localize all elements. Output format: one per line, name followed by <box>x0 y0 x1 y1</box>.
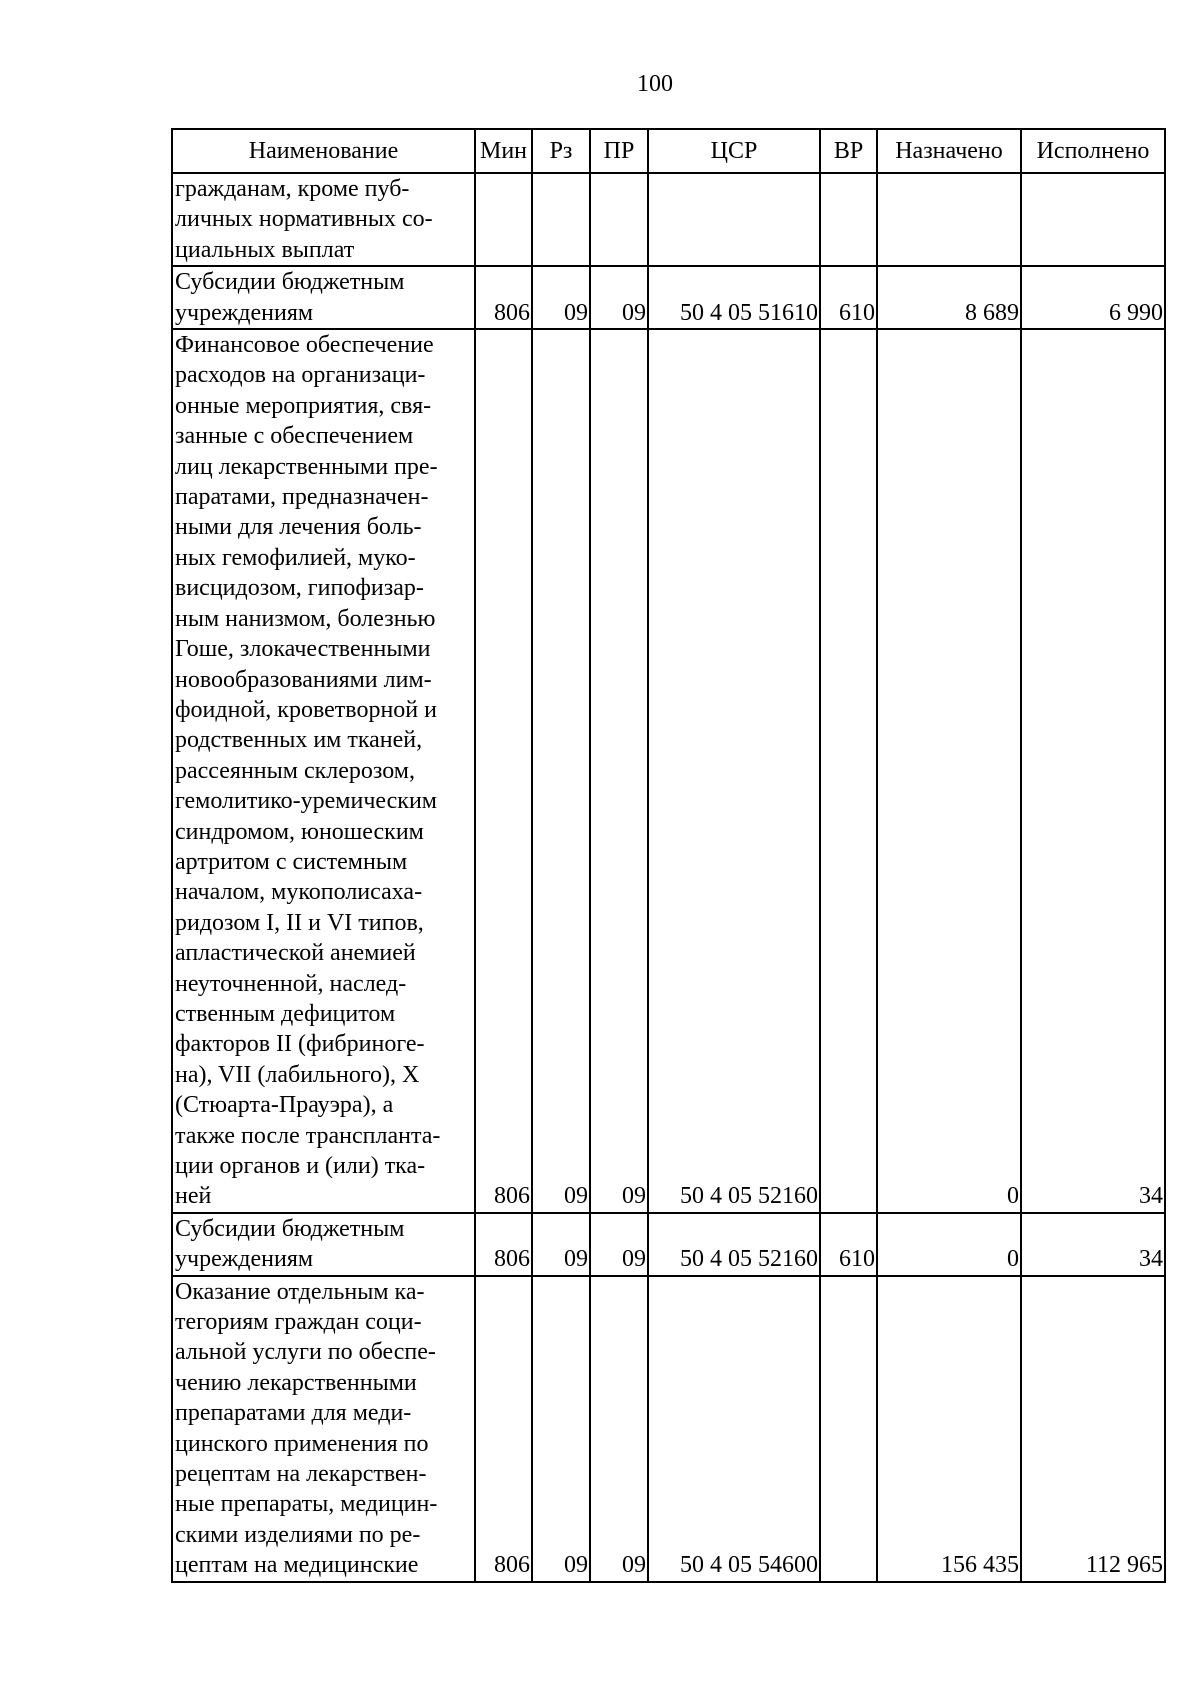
row-assigned: 156 435 <box>877 1276 1021 1582</box>
row-csr <box>648 173 820 266</box>
row-csr: 50 4 05 51610 <box>648 266 820 329</box>
row-min: 806 <box>475 1213 532 1276</box>
table-row <box>172 1213 1165 1276</box>
row-csr: 50 4 05 54600 <box>648 1276 820 1582</box>
table-header-row <box>172 129 1165 173</box>
row-rz <box>532 173 590 266</box>
header-min: Мин <box>475 129 532 173</box>
header-assigned: Назначено <box>877 129 1021 173</box>
row-rz: 09 <box>532 266 590 329</box>
table-row <box>172 173 1165 266</box>
row-executed: 112 965 <box>1021 1276 1165 1582</box>
header-vr: ВР <box>820 129 877 173</box>
table-row <box>172 1276 1165 1582</box>
row-csr: 50 4 05 52160 <box>648 329 820 1213</box>
row-assigned: 8 689 <box>877 266 1021 329</box>
row-vr <box>820 173 877 266</box>
page-number: 100 <box>637 71 673 97</box>
row-vr <box>820 329 877 1213</box>
header-csr: ЦСР <box>648 129 820 173</box>
row-min: 806 <box>475 1276 532 1582</box>
row-min: 806 <box>475 329 532 1213</box>
row-rz: 09 <box>532 329 590 1213</box>
row-pr <box>590 173 648 266</box>
row-assigned <box>877 173 1021 266</box>
header-rz: Рз <box>532 129 590 173</box>
row-vr: 610 <box>820 1213 877 1276</box>
row-pr: 09 <box>590 1213 648 1276</box>
row-pr: 09 <box>590 329 648 1213</box>
header-pr: ПР <box>590 129 648 173</box>
row-executed: 34 <box>1021 1213 1165 1276</box>
row-executed <box>1021 173 1165 266</box>
header-name: Наименование <box>172 129 475 173</box>
row-name: гражданам, кроме пуб- личных нормативных со- циальных выплат <box>172 173 475 266</box>
row-assigned: 0 <box>877 329 1021 1213</box>
row-csr: 50 4 05 52160 <box>648 1213 820 1276</box>
header-executed: Исполнено <box>1021 129 1165 173</box>
row-min: 806 <box>475 266 532 329</box>
row-vr <box>820 1276 877 1582</box>
row-min <box>475 173 532 266</box>
row-name: Финансовое обеспечение расходов на организаци- онные мероприятия, свя- занные с обеспечением лиц лекарственными пре- паратами, предназначен- ными для лечения боль- ных гемофилией, муко- висцидозом, гипофизар- ным нанизмом, болезнью Гоше, злокачественными новообразованиями лим- фоидной, кроветворной и родственных им тканей, рассеянным склерозом, гемолитико-уремическим синдромом, юношеским артритом с системным началом, мукополисаха- ридозом I, II и VI типов, апластической анемией неуточненной, наслед- ственным дефицитом факторов II (фибриноге- на), VII (лабильного), X (Стюарта-Прауэра), а также после транспланта- ции органов и (или) тка- ней <box>172 329 475 1213</box>
row-rz: 09 <box>532 1276 590 1582</box>
row-executed: 6 990 <box>1021 266 1165 329</box>
row-rz: 09 <box>532 1213 590 1276</box>
row-executed: 34 <box>1021 329 1165 1213</box>
row-name: Оказание отдельным ка- тегориям граждан соци- альной услуги по обеспе- чению лекарственными препаратами для меди- цинского применения по рецептам на лекарствен- ные препараты, медицин- скими изделиями по ре- цептам на медицинские <box>172 1276 475 1582</box>
budget-table <box>171 128 1166 1583</box>
table-row <box>172 329 1165 1213</box>
row-pr: 09 <box>590 1276 648 1582</box>
row-vr: 610 <box>820 266 877 329</box>
row-pr: 09 <box>590 266 648 329</box>
table-row <box>172 266 1165 329</box>
row-assigned: 0 <box>877 1213 1021 1276</box>
row-name: Субсидии бюджетным учреждениям <box>172 1213 475 1276</box>
row-name: Субсидии бюджетным учреждениям <box>172 266 475 329</box>
